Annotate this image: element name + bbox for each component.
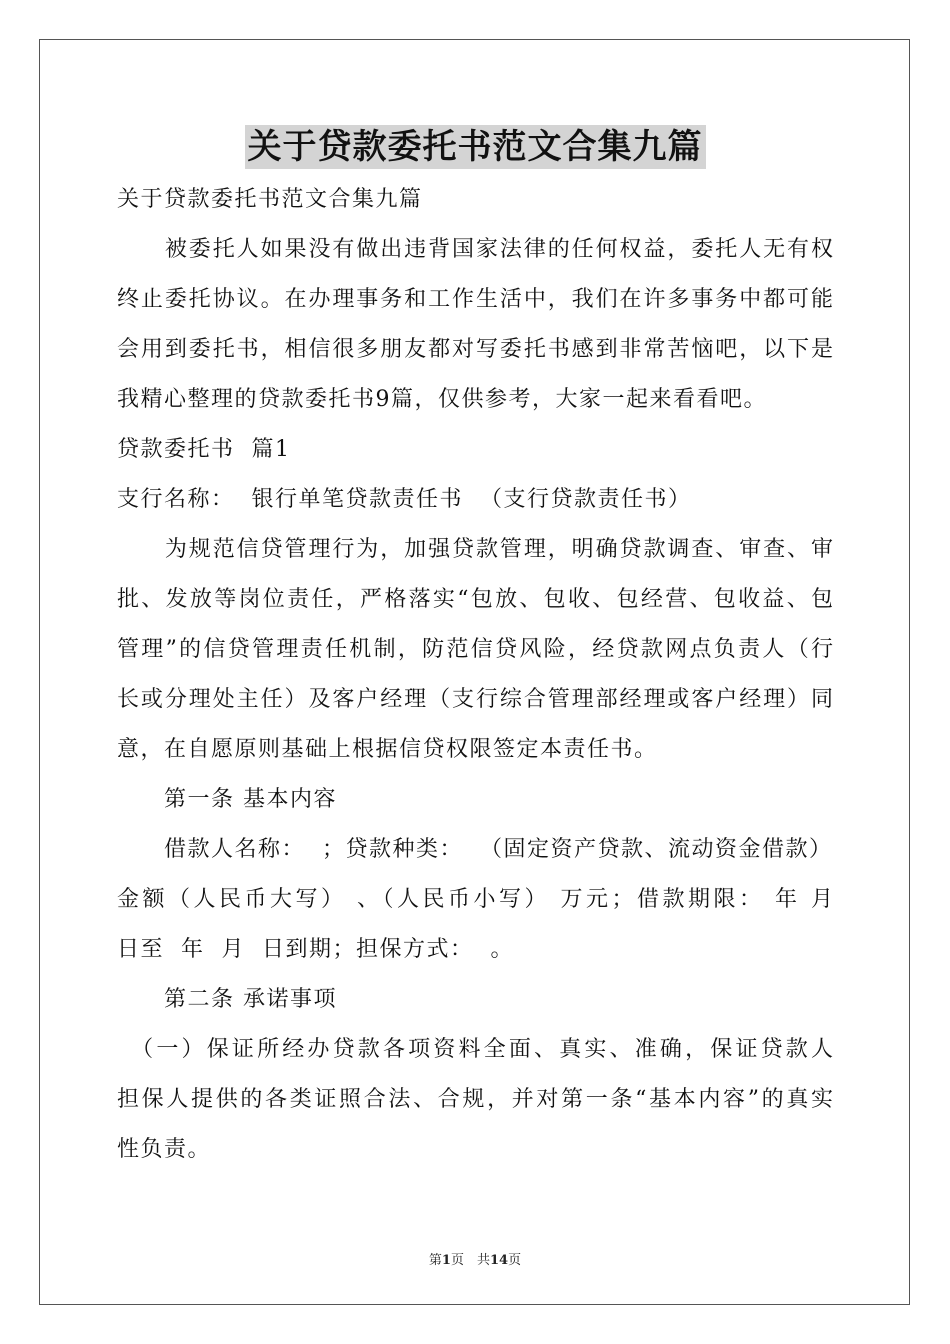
subtitle-line: 关于贷款委托书范文合集九篇 [117, 187, 423, 212]
current-page-number: 1 [441, 1253, 451, 1268]
paragraph-line: 担保人提供的各类证照合法、合规，并对第一条“基本内容”的真实 [117, 1087, 833, 1112]
paragraph-line: 管理”的信贷管理责任机制，防范信贷风险，经贷款网点负责人（行 [117, 637, 833, 662]
paragraph-line: 我精心整理的贷款委托书9篇，仅供参考，大家一起来看看吧。 [117, 387, 767, 412]
section-heading: 贷款委托书 篇1 [117, 437, 291, 462]
document-title: 关于贷款委托书范文合集九篇 [245, 125, 706, 169]
title-container [0, 125, 950, 169]
paragraph-line: 金额（人民币大写） 、（人民币小写） 万元；借款期限： 年 月 [117, 887, 833, 912]
footer-prefix: 第 [428, 1253, 442, 1268]
paragraph-line: （一）保证所经办贷款各项资料全面、真实、准确，保证贷款人 [117, 1037, 833, 1062]
footer-suffix: 页 [508, 1253, 522, 1268]
paragraph-line: 日至 年 月 日到期；担保方式： 。 [117, 937, 514, 962]
footer-mid: 页 共 [450, 1253, 490, 1268]
paragraph-line: 长或分理处主任）及客户经理（支行综合管理部经理或客户经理）同 [117, 687, 833, 712]
paragraph-line: 为规范信贷管理行为，加强贷款管理，明确贷款调查、审查、审 [117, 537, 833, 562]
paragraph-line: 被委托人如果没有做出违背国家法律的任何权益，委托人无有权 [117, 237, 833, 262]
total-page-number: 14 [489, 1253, 509, 1268]
paragraph-line: 借款人名称： ；贷款种类： （固定资产贷款、流动资金借款） [117, 837, 833, 862]
article-heading: 第二条 承诺事项 [117, 987, 337, 1012]
paragraph-line: 终止委托协议。在办理事务和工作生活中，我们在许多事务中都可能 [117, 287, 833, 312]
article-heading: 第一条 基本内容 [117, 787, 337, 812]
paragraph-line: 会用到委托书，相信很多朋友都对写委托书感到非常苦恼吧，以下是 [117, 337, 833, 362]
document-body [117, 175, 833, 1175]
paragraph-line: 批、发放等岗位责任，严格落实“包放、包收、包经营、包收益、包 [117, 587, 833, 612]
paragraph-line: 支行名称： 银行单笔贷款责任书 （支行贷款责任书） [117, 487, 692, 512]
paragraph-line: 性负责。 [117, 1137, 212, 1162]
paragraph-line: 意，在自愿原则基础上根据信贷权限签定本责任书。 [117, 737, 658, 762]
page-footer [0, 1249, 950, 1268]
